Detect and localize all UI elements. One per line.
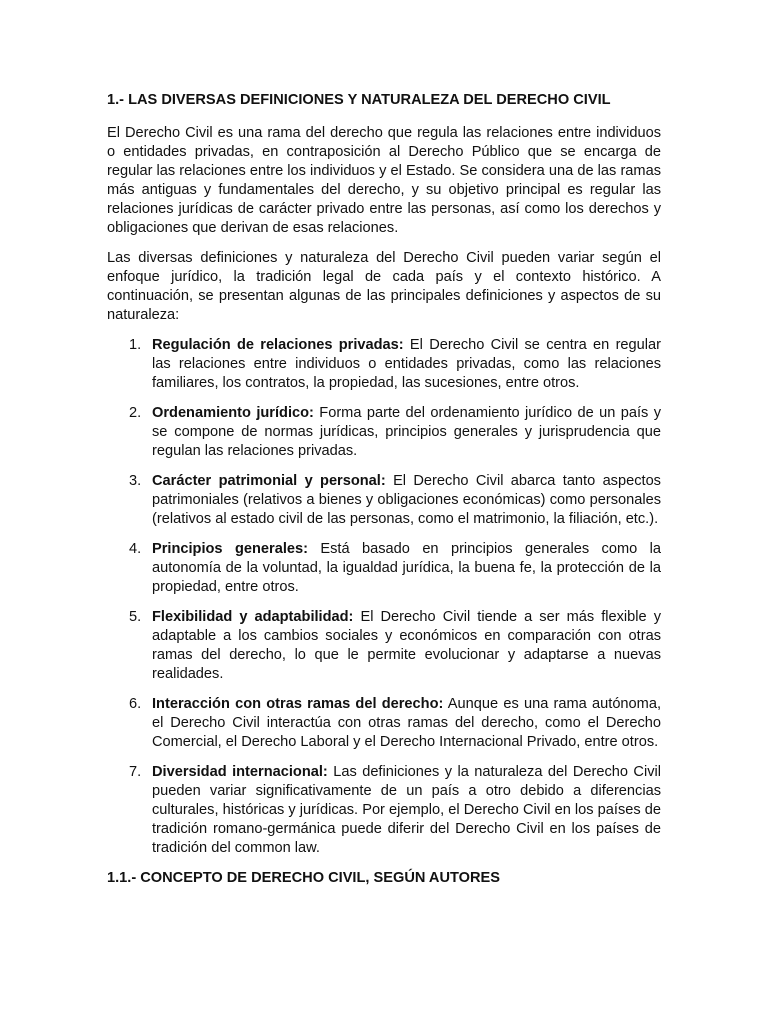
list-item-number: 7. [129, 764, 142, 780]
list-item-text: El Derecho Civil abarca tanto aspectos patrimoniales (relativos a bienes y obligaciones económicas) como personales (relativos al estado civil de las personas, como el matrimonio, la filiación, etc.). [152, 473, 661, 527]
list-item-number: 4. [129, 541, 142, 557]
list-item [107, 540, 661, 597]
list-item [107, 336, 661, 393]
list-item-term: Diversidad internacional: [152, 764, 328, 780]
list-item-term: Carácter patrimonial y personal: [152, 473, 386, 489]
list-item [107, 763, 661, 858]
intro-paragraph: El Derecho Civil es una rama del derecho que regula las relaciones entre individuos o entidades privadas, en contraposición al Derecho Público que se encarga de regular las relaciones entre los individuos y el Estado. Se considera una de las ramas más antiguas y fundamentales del derecho, y su objetivo principal es regular las relaciones jurídicas de carácter privado entre las personas, así como los derechos y obligaciones que derivan de esas relaciones. [107, 125, 661, 236]
definitions-list [107, 336, 661, 858]
list-item-text: El Derecho Civil tiende a ser más flexible y adaptable a los cambios sociales y económicos en comparación con otras ramas del derecho, lo que le permite evolucionar y adaptarse a nuevas realidades. [152, 609, 661, 682]
list-item-term: Flexibilidad y adaptabilidad: [152, 609, 354, 625]
list-item-number: 1. [129, 337, 142, 353]
list-item [107, 608, 661, 684]
list-item [107, 695, 661, 752]
section-heading: 1.- LAS DIVERSAS DEFINICIONES Y NATURALEZA DEL DERECHO CIVIL [107, 92, 611, 108]
list-item-term: Ordenamiento jurídico: [152, 405, 314, 421]
list-item-number: 5. [129, 609, 142, 625]
list-item-term: Regulación de relaciones privadas: [152, 337, 404, 353]
list-item-text: Aunque es una rama autónoma, el Derecho Civil interactúa con otras ramas del derecho, como el Derecho Comercial, el Derecho Laboral y el Derecho Internacional Privado, entre otros. [152, 696, 661, 750]
list-item [107, 472, 661, 529]
list-item-text: Está basado en principios generales como la autonomía de la voluntad, la igualdad jurídica, la buena fe, la protección de la propiedad, entre otros. [152, 541, 661, 595]
context-paragraph: Las diversas definiciones y naturaleza del Derecho Civil pueden variar según el enfoque jurídico, la tradición legal de cada país y el contexto histórico. A continuación, se presentan algunas de las principales definiciones y aspectos de su naturaleza: [107, 250, 661, 323]
list-item-text: El Derecho Civil se centra en regular las relaciones entre individuos o entidades privadas, como las relaciones familiares, los contratos, la propiedad, las sucesiones, entre otros. [152, 337, 661, 391]
list-item-number: 6. [129, 696, 142, 712]
list-item [107, 404, 661, 461]
list-item-term: Interacción con otras ramas del derecho: [152, 696, 444, 712]
list-item-number: 3. [129, 473, 142, 489]
subsection-heading: 1.1.- CONCEPTO DE DERECHO CIVIL, SEGÚN AUTORES [107, 870, 501, 886]
list-item-number: 2. [129, 405, 142, 421]
document-body [107, 91, 661, 902]
list-item-term: Principios generales: [152, 541, 308, 557]
list-item-text: Las definiciones y la naturaleza del Derecho Civil pueden variar significativamente de un país a otro debido a diferencias culturales, históricas y jurídicas. Por ejemplo, el Derecho Civil en los países de tradición romano-germánica puede diferir del Derecho Civil en los países de tradición del common law. [152, 764, 661, 856]
list-item-text: Forma parte del ordenamiento jurídico de un país y se compone de normas jurídicas, principios generales y jurisprudencia que regulan las relaciones privadas. [152, 405, 661, 459]
